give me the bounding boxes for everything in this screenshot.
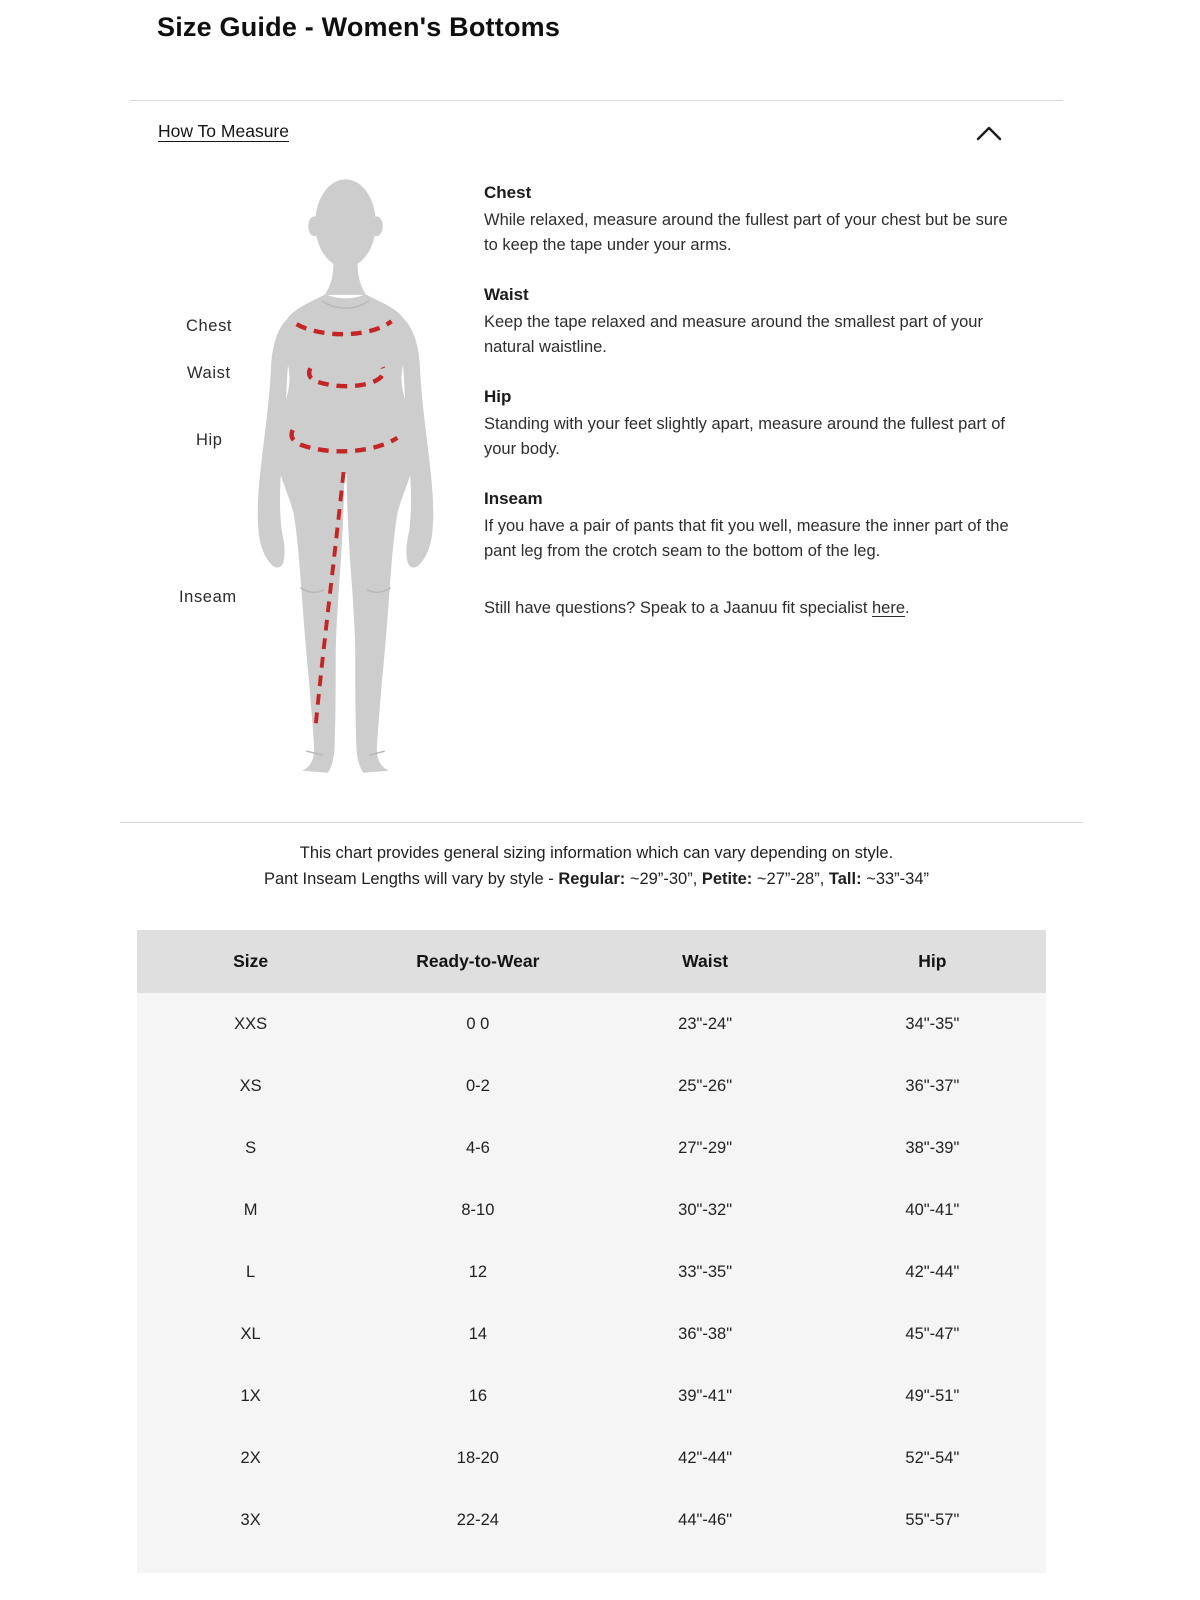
cell-waist: 39"-41"	[678, 1386, 733, 1405]
chest-figure-label: Chest	[186, 317, 233, 335]
cell-rtw: 14	[468, 1324, 488, 1343]
cell-size: M	[243, 1200, 258, 1219]
cell-hip: 52"-54"	[905, 1448, 960, 1467]
petite-label: Petite:	[701, 870, 753, 888]
table-row-xxs	[137, 993, 1046, 1055]
body-measurement-diagram	[228, 170, 463, 782]
chest-instruction-body: While relaxed, measure around the fullest part of your chest but be sure to keep the tape under your arms.	[484, 211, 1008, 254]
waist-instruction	[484, 284, 1024, 360]
cell-waist: 27"-29"	[678, 1138, 733, 1157]
size-table-header	[137, 930, 1046, 993]
cell-waist: 42"-44"	[678, 1448, 733, 1467]
page-title: Size Guide - Women's Bottoms	[157, 12, 561, 42]
hip-instruction	[484, 386, 1024, 462]
hip-instruction-body: Standing with your feet slightly apart, measure around the fullest part of your body.	[484, 415, 1005, 458]
cell-hip: 49"-51"	[905, 1386, 960, 1405]
table-row-1x	[137, 1365, 1046, 1427]
table-row-s	[137, 1117, 1046, 1179]
cell-rtw: 4-6	[465, 1138, 490, 1157]
cell-waist: 33"-35"	[678, 1262, 733, 1281]
cell-hip: 42"-44"	[905, 1262, 960, 1281]
cell-hip: 36"-37"	[905, 1076, 960, 1095]
cell-size: XS	[239, 1076, 262, 1095]
size-table-body	[137, 993, 1046, 1573]
cell-hip: 34"-35"	[905, 1014, 960, 1033]
cell-size: XXS	[234, 1014, 268, 1033]
cell-waist: 25"-26"	[678, 1076, 733, 1095]
cell-size: XL	[240, 1324, 261, 1343]
table-row-2x	[137, 1427, 1046, 1489]
size-table	[137, 930, 1046, 1573]
cell-rtw: 0-2	[465, 1076, 490, 1095]
chevron-up-icon	[974, 124, 1004, 149]
cell-rtw: 22-24	[456, 1510, 499, 1529]
cell-size: S	[245, 1138, 257, 1157]
table-row-m	[137, 1179, 1046, 1241]
cell-rtw: 16	[468, 1386, 488, 1405]
tall-label: Tall:	[828, 870, 862, 888]
tall-value: ~33”-34”	[861, 870, 930, 888]
collapse-section-button[interactable]	[972, 123, 1006, 149]
waist-instruction-title: Waist	[484, 285, 529, 304]
cell-rtw: 8-10	[461, 1200, 495, 1219]
header-ready-to-wear: Ready-to-Wear	[416, 951, 540, 971]
header-size: Size	[233, 951, 269, 971]
cell-rtw: 18-20	[456, 1448, 499, 1467]
cell-rtw: 12	[468, 1262, 488, 1281]
hip-instruction-title: Hip	[484, 387, 512, 406]
inseam-figure-label: Inseam	[179, 588, 237, 606]
sizing-note-line1: This chart provides general sizing information which can vary depending on style.	[299, 844, 894, 862]
cell-hip: 38"-39"	[905, 1138, 960, 1157]
inseam-instruction	[484, 488, 1024, 564]
cell-waist: 44"-46"	[678, 1510, 733, 1529]
cell-size: 1X	[240, 1386, 261, 1405]
cell-hip: 40"-41"	[905, 1200, 960, 1219]
how-to-measure-toggle[interactable]: How To Measure	[158, 121, 289, 141]
waist-figure-label: Waist	[187, 364, 231, 382]
sizing-note	[130, 840, 1063, 892]
fit-specialist-text: Still have questions? Speak to a Jaanuu fit specialist	[484, 599, 872, 617]
divider	[120, 822, 1083, 823]
table-row-3x	[137, 1489, 1046, 1551]
hip-figure-label: Hip	[196, 431, 223, 449]
fit-specialist-period: .	[905, 599, 910, 617]
petite-value: ~27”-28”,	[752, 870, 829, 888]
chest-instruction-title: Chest	[484, 183, 532, 202]
table-row-xs	[137, 1055, 1046, 1117]
regular-value: ~29”-30”,	[625, 870, 702, 888]
waist-instruction-body: Keep the tape relaxed and measure around the smallest part of your natural waistline.	[484, 313, 983, 356]
cell-waist: 23"-24"	[678, 1014, 733, 1033]
cell-hip: 45"-47"	[905, 1324, 960, 1343]
header-hip: Hip	[918, 951, 947, 971]
fit-specialist-link[interactable]: here	[871, 599, 906, 617]
inseam-instruction-title: Inseam	[484, 489, 543, 508]
inseam-note-prefix: Pant Inseam Lengths will vary by style -	[263, 870, 559, 888]
cell-size: L	[246, 1262, 256, 1281]
cell-size: 2X	[240, 1448, 261, 1467]
header-waist: Waist	[682, 951, 729, 971]
cell-size: 3X	[240, 1510, 261, 1529]
table-row-l	[137, 1241, 1046, 1303]
divider	[130, 100, 1063, 101]
table-row-xl	[137, 1303, 1046, 1365]
female-silhouette-illustration	[228, 170, 463, 782]
fit-specialist-note	[484, 596, 1024, 621]
cell-waist: 36"-38"	[678, 1324, 733, 1343]
inseam-instruction-body: If you have a pair of pants that fit you well, measure the inner part of the pant leg from the crotch seam to the bottom of the leg.	[484, 517, 1009, 560]
regular-label: Regular:	[558, 870, 626, 888]
cell-waist: 30"-32"	[678, 1200, 733, 1219]
cell-rtw: 0 0	[466, 1014, 490, 1033]
sizing-note-line2	[130, 866, 1063, 892]
measure-instructions	[484, 182, 1024, 621]
chest-instruction	[484, 182, 1024, 258]
cell-hip: 55"-57"	[905, 1510, 960, 1529]
